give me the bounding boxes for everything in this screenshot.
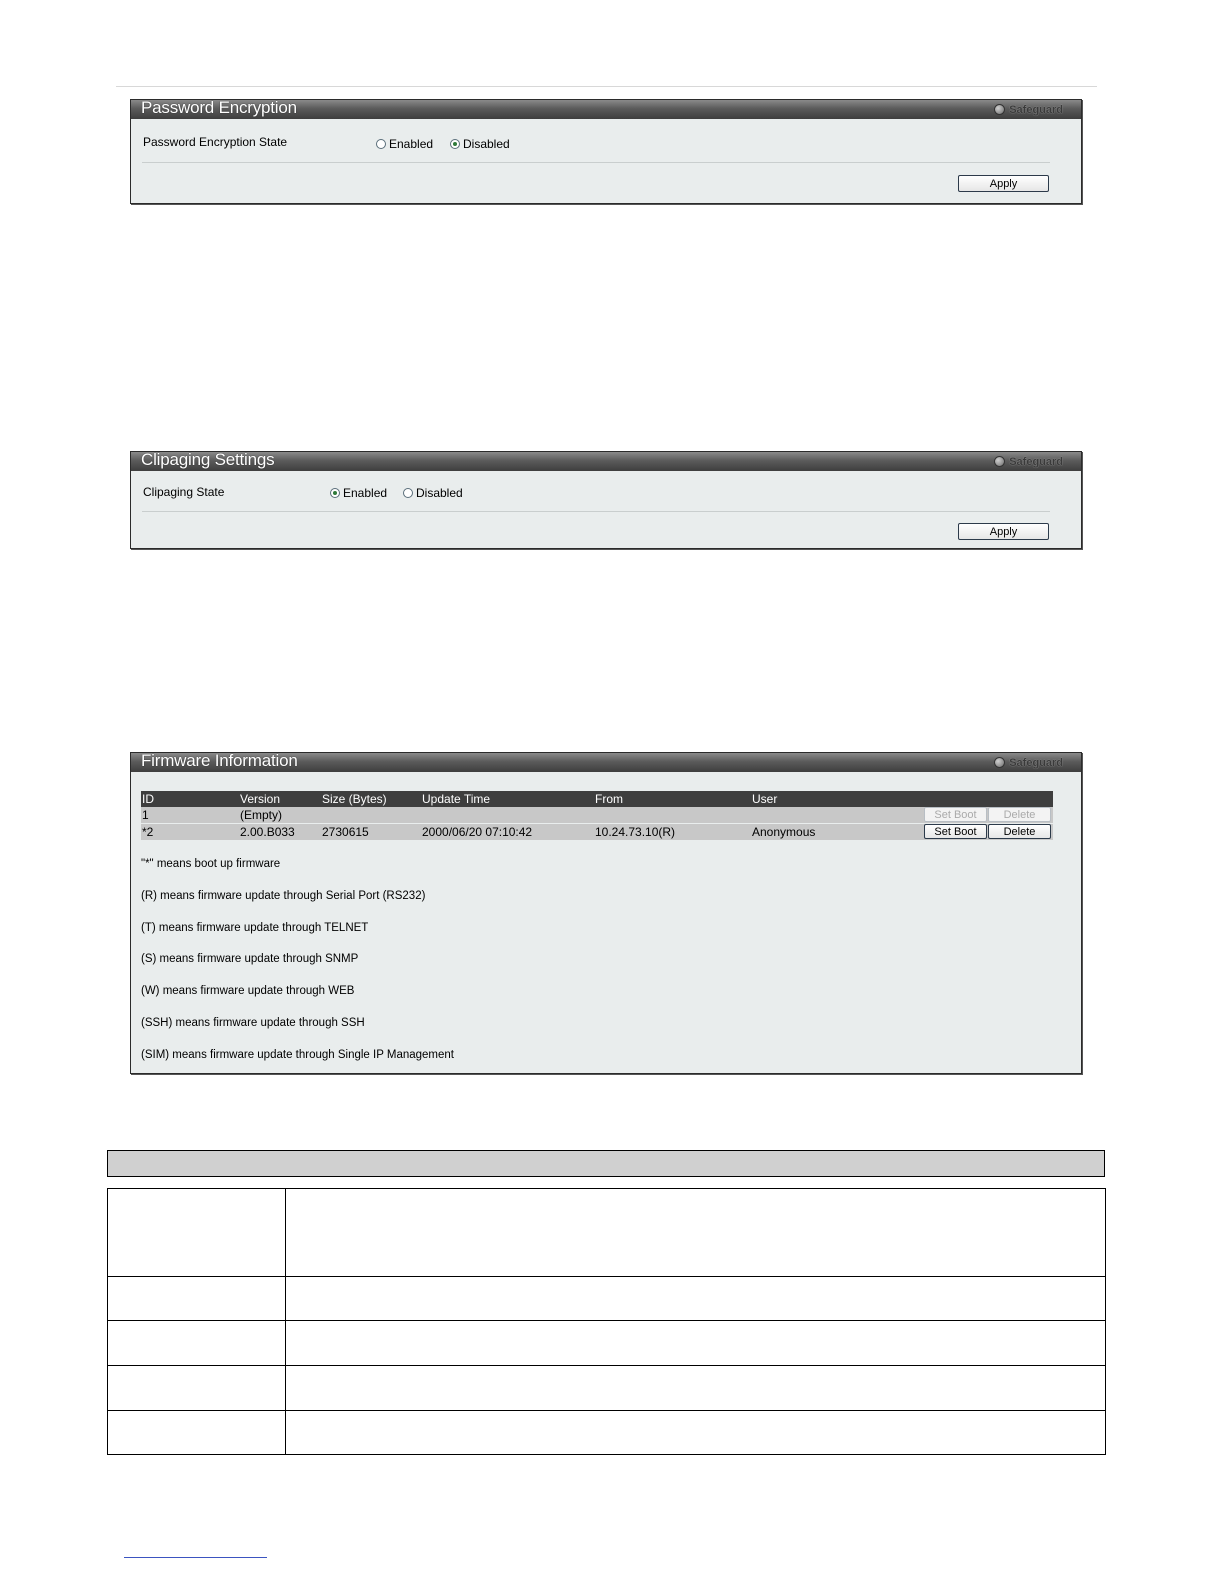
description-table-header xyxy=(107,1150,1105,1177)
cell-version: 2.00.B033 xyxy=(239,824,321,841)
password-encryption-panel xyxy=(130,99,1082,204)
parameter-cell xyxy=(108,1366,286,1411)
radio-label: Disabled xyxy=(463,137,510,151)
table-row xyxy=(108,1277,1106,1321)
note-sim: (SIM) means firmware update through Single IP Management xyxy=(141,1049,454,1061)
cell-from: 10.24.73.10(R) xyxy=(594,824,751,841)
firmware-information-panel xyxy=(130,752,1082,1074)
description-table xyxy=(107,1188,1106,1455)
cell-version: (Empty) xyxy=(239,807,321,824)
description-cell xyxy=(285,1277,1105,1321)
column-header: Update Time xyxy=(421,791,594,807)
panel-header xyxy=(131,100,1081,119)
safeguard-icon xyxy=(994,104,1005,115)
cell-id: *2 xyxy=(141,824,239,841)
footer-link-underline xyxy=(124,1557,267,1558)
password-encryption-disabled-radio[interactable] xyxy=(450,137,510,151)
cell-size: 2730615 xyxy=(321,824,421,841)
column-header: Version xyxy=(239,791,321,807)
radio-icon xyxy=(376,139,386,149)
radio-label: Enabled xyxy=(343,486,388,500)
cell-id: 1 xyxy=(141,807,239,824)
note-boot-firmware: "*" means boot up firmware xyxy=(141,858,281,870)
table-row xyxy=(108,1189,1106,1277)
radio-icon xyxy=(403,488,413,498)
table-row xyxy=(108,1321,1106,1366)
clipaging-settings-panel xyxy=(130,451,1082,549)
table-row xyxy=(141,824,1053,841)
set-boot-button[interactable]: Set Boot xyxy=(924,824,987,839)
safeguard-label: Safeguard xyxy=(1009,455,1063,468)
firmware-table xyxy=(141,791,1053,841)
panel-header xyxy=(131,452,1081,471)
radio-selected-icon xyxy=(330,488,340,498)
panel-title: Firmware Information xyxy=(141,751,298,770)
safeguard-indicator xyxy=(994,455,1063,468)
cell-update-time xyxy=(421,807,594,824)
clipaging-disabled-radio[interactable] xyxy=(403,486,463,500)
note-serial-port: (R) means firmware update through Serial Port (RS232) xyxy=(141,890,426,902)
safeguard-icon xyxy=(994,757,1005,768)
password-encryption-state-label: Password Encryption State xyxy=(143,135,288,149)
delete-button[interactable]: Delete xyxy=(988,824,1051,839)
cell-actions xyxy=(923,807,1053,824)
description-cell xyxy=(285,1189,1105,1277)
delete-button[interactable]: Delete xyxy=(988,807,1051,822)
column-header: ID xyxy=(141,791,239,807)
column-header: Size (Bytes) xyxy=(321,791,421,807)
parameter-cell xyxy=(108,1189,286,1277)
cell-from xyxy=(594,807,751,824)
password-encryption-enabled-radio[interactable] xyxy=(376,137,433,151)
clipaging-enabled-radio[interactable] xyxy=(330,486,387,500)
description-cell xyxy=(285,1411,1105,1455)
cell-actions xyxy=(923,824,1053,841)
radio-selected-icon xyxy=(450,139,460,149)
note-telnet: (T) means firmware update through TELNET xyxy=(141,922,369,934)
table-header-row xyxy=(141,791,1053,807)
column-header-actions xyxy=(923,791,1053,807)
safeguard-icon xyxy=(994,456,1005,467)
safeguard-indicator xyxy=(994,103,1063,116)
safeguard-label: Safeguard xyxy=(1009,756,1063,769)
cell-size xyxy=(321,807,421,824)
note-web: (W) means firmware update through WEB xyxy=(141,985,355,997)
clipaging-apply-button[interactable]: Apply xyxy=(958,523,1049,540)
column-header: From xyxy=(594,791,751,807)
safeguard-label: Safeguard xyxy=(1009,103,1063,116)
table-row xyxy=(108,1366,1106,1411)
panel-title: Password Encryption xyxy=(141,98,297,117)
cell-user xyxy=(751,807,923,824)
divider xyxy=(142,162,1050,163)
note-snmp: (S) means firmware update through SNMP xyxy=(141,953,359,965)
top-rule xyxy=(116,86,1097,87)
cell-user: Anonymous xyxy=(751,824,923,841)
radio-label: Disabled xyxy=(416,486,463,500)
password-encryption-apply-button[interactable]: Apply xyxy=(958,175,1049,192)
description-cell xyxy=(285,1366,1105,1411)
panel-header xyxy=(131,753,1081,772)
description-cell xyxy=(285,1321,1105,1366)
cell-update-time: 2000/06/20 07:10:42 xyxy=(421,824,594,841)
note-ssh: (SSH) means firmware update through SSH xyxy=(141,1017,365,1029)
divider xyxy=(142,511,1050,512)
panel-title: Clipaging Settings xyxy=(141,450,275,469)
column-header: User xyxy=(751,791,923,807)
safeguard-indicator xyxy=(994,756,1063,769)
parameter-cell xyxy=(108,1411,286,1455)
parameter-cell xyxy=(108,1321,286,1366)
set-boot-button[interactable]: Set Boot xyxy=(924,807,987,822)
table-row xyxy=(108,1411,1106,1455)
clipaging-state-label: Clipaging State xyxy=(143,485,225,499)
radio-label: Enabled xyxy=(389,137,434,151)
table-row xyxy=(141,807,1053,824)
parameter-cell xyxy=(108,1277,286,1321)
